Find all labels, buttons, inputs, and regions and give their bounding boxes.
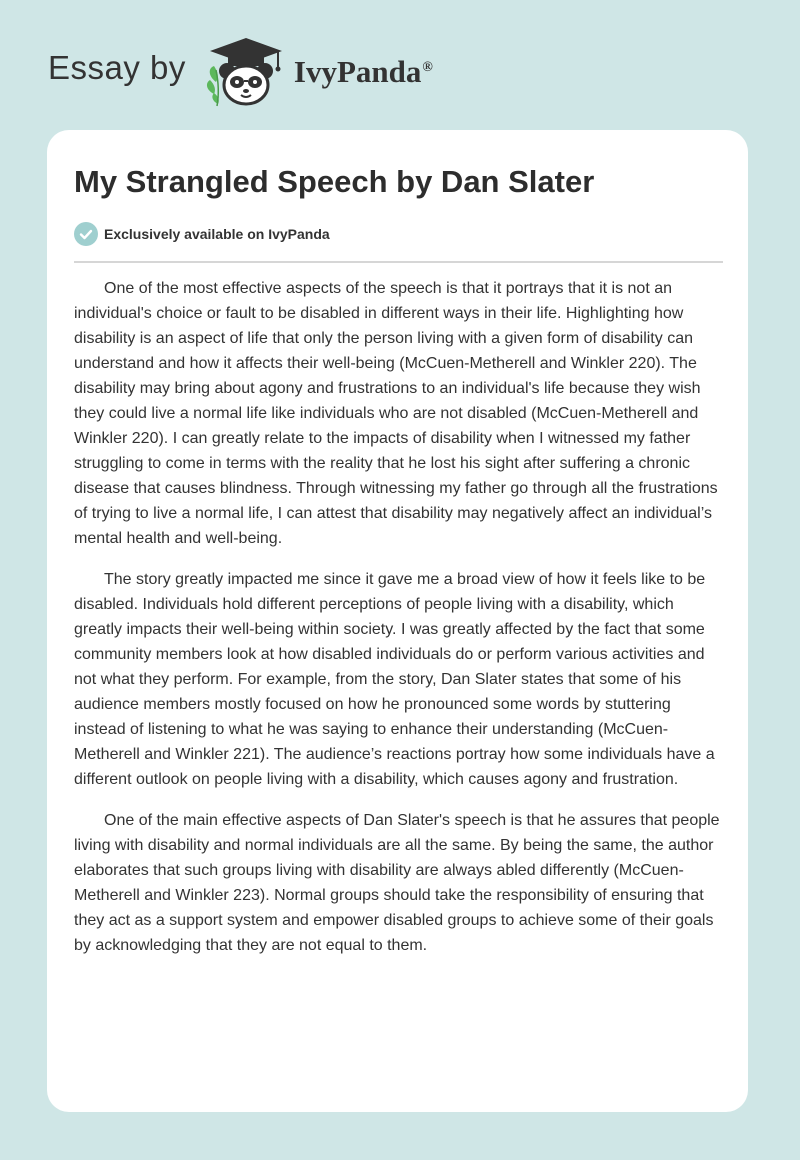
paragraph: The story greatly impacted me since it gave me a broad view of how it feels like to be disabled. Individuals hold different perceptions of people living with a disability, which greatly impacts their well-being within society. I was greatly affected by the fact that some community members look at how disabled individuals do or perform various activities and not what they perform. For example, from the story, Dan Slater states that some of his audience members mostly focused on how he pronounced some words by stuttering instead of listening to what he was saying to enhance their understanding (McCuen-Metherell and Winkler 221). The audience’s reactions portray how some individuals have a different outlook on people living with a disability, which causes agony and frustration. <box>74 571 715 788</box>
check-circle-icon <box>74 222 98 246</box>
registered-mark: ® <box>422 59 433 75</box>
panda-graduate-icon[interactable] <box>202 34 290 108</box>
site-header <box>48 34 433 108</box>
exclusive-badge-label: Exclusively available on IvyPanda <box>104 226 330 242</box>
brand-name[interactable] <box>294 54 433 90</box>
article-body <box>74 276 726 974</box>
divider <box>74 261 723 263</box>
brand-name-text: IvyPanda <box>293 54 422 89</box>
exclusive-badge <box>74 222 330 246</box>
essay-by-label: Essay by <box>48 49 186 86</box>
paragraph: One of the main effective aspects of Dan Slater's speech is that he assures that people living with disability and normal individuals are all the same. By being the same, the author elaborates that such groups living with disability are always abled differently (McCuen-Metherell and Winkler 223). Normal groups should take the responsibility of ensuring that they act as a support system and empower disabled groups to achieve some of their goals by acknowledging that they are not equal to them. <box>74 812 720 954</box>
page-title: My Strangled Speech by Dan Slater <box>74 164 595 199</box>
article-card <box>47 130 748 1112</box>
paragraph: One of the most effective aspects of the speech is that it portrays that it is not an individual's choice or fault to be disabled in different ways in their life. Highlighting how disability is an aspect of life that only the person living with a given form of disability can understand and how it affects their well-being (McCuen-Metherell and Winkler 220). The disability may bring about agony and frustrations to an individual's life because they wish they could live a normal life like individuals who are not disabled (McCuen-Metherell and Winkler 220). I can greatly relate to the impacts of disability when I witnessed my father struggling to come in terms with the reality that he lost his sight after suffering a chronic disease that causes blindness. Through witnessing my father go through all the frustrations of trying to live a normal life, I can attest that disability may negatively affect an individual’s mental health and well-being. <box>74 280 718 547</box>
